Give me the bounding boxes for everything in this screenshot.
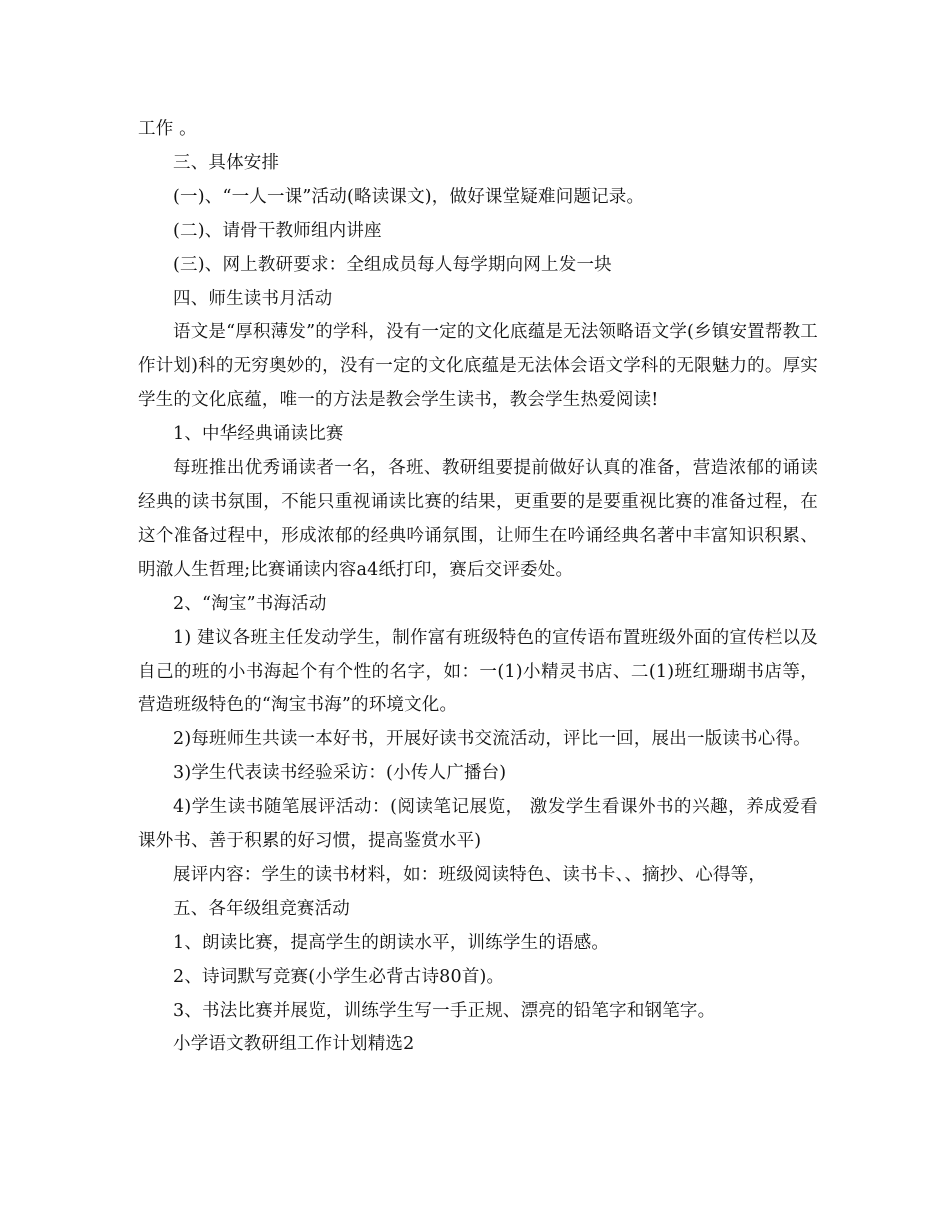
subheading-classic-recitation: 1、中华经典诵读比赛 <box>173 424 344 445</box>
paragraph-exhibition-content: 展评内容：学生的读书材料，如：班级阅读特色、读书卡、、摘抄、心得等， <box>173 864 767 885</box>
paragraph-essay-exhibition: 4)学生读书随笔展评活动：(阅读笔记展览， 激发学生看课外书的兴趣，养成爱看课外书、善于积累的好习惯，提高鉴赏水平) <box>138 797 818 852</box>
arrangement-item-3: (三)、网上教研要求：全组成员每人每学期向网上发一块 <box>173 254 612 275</box>
document-body <box>138 113 818 1062</box>
contest-item-2: 2、诗词默写竞赛(小学生必背古诗80首)。 <box>173 966 505 987</box>
contest-item-3: 3、书法比赛并展览，训练学生写一手正规、漂亮的铅笔字和钢笔字。 <box>173 1000 716 1021</box>
paragraph-chinese-foundation: 语文是“厚积薄发”的学科，没有一定的文化底蕴是无法领略语文学(乡镇安置帮教工作计划)科的无穷奥妙的，没有一定的文化底蕴是无法体会语文学科的无限魅力的。厚实学生的文化底蕴，唯一的方法是教会学生读书，教会学生热爱阅读! <box>138 322 818 411</box>
paragraph-continuation: 工作 。 <box>138 119 197 139</box>
paragraph-interview: 3)学生代表读书经验采访：(小传人广播台) <box>173 763 507 784</box>
paragraph-recitation-details: 每班推出优秀诵读者一名，各班、教研组要提前做好认真的准备，营造浓郁的诵读经典的读书氛围，不能只重视诵读比赛的结果，更重要的是要重视比赛的准备过程，在这个准备过程中，形成浓郁的经典吟诵氛围，让师生在吟诵经典名著中丰富知识积累、明澈人生哲理;比赛诵读内容a4纸打印，赛后交评委处。 <box>138 458 818 580</box>
subheading-taobao-book-sea: 2、“淘宝”书海活动 <box>173 593 327 614</box>
paragraph-class-publicity: 1) 建议各班主任发动学生，制作富有班级特色的宣传语布置班级外面的宣传栏以及自己的班的小书海起个有个性的名字，如：一(1)小精灵书店、二(1)班红珊瑚书店等，营造班级特色的“淘宝书海”的环境文化。 <box>138 627 818 716</box>
arrangement-item-1: (一)、“一人一课”活动(略读课文)，做好课堂疑难问题记录。 <box>173 186 645 207</box>
contest-item-1: 1、朗读比赛，提高学生的朗读水平，训练学生的语感。 <box>173 932 610 953</box>
document-title-2: 小学语文教研组工作计划精选2 <box>173 1034 415 1055</box>
section-heading-reading-month: 四、师生读书月活动 <box>173 288 333 309</box>
section-heading-arrangement: 三、具体安排 <box>173 152 280 173</box>
arrangement-item-2: (二)、请骨干教师组内讲座 <box>173 220 382 241</box>
section-heading-grade-contests: 五、各年级组竞赛活动 <box>173 898 350 919</box>
paragraph-shared-reading: 2)每班师生共读一本好书，开展好读书交流活动，评比一回，展出一版读书心得。 <box>173 729 811 750</box>
